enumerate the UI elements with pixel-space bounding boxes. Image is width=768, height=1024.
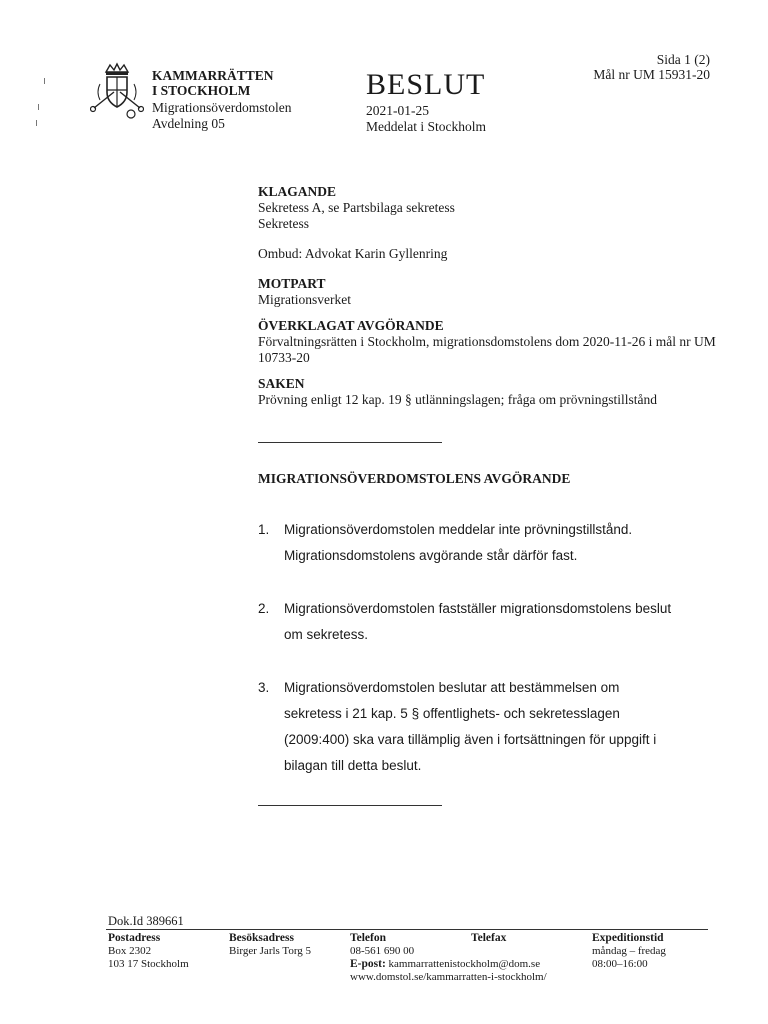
court-name-line2: I STOCKHOLM: [152, 83, 251, 98]
decision-item-number: 2.: [258, 601, 270, 616]
motpart-label: MOTPART: [258, 276, 326, 291]
besoksadress-value: Birger Jarls Torg 5: [229, 945, 312, 957]
expeditionstid-hours: 08:00–16:00: [592, 958, 648, 970]
footer-telefon: [350, 932, 547, 984]
footer-besoksadress: [229, 932, 311, 958]
postadress-line1: Box 2302: [108, 945, 152, 957]
besoksadress-label: Besöksadress: [229, 932, 294, 944]
overklagat-label: ÖVERKLAGAT AVGÖRANDE: [258, 318, 444, 333]
document-type: BESLUT: [366, 68, 486, 101]
saken-value: Prövning enligt 12 kap. 19 § utlänningslagen; fråga om prövningstillstånd: [258, 392, 657, 407]
motpart-value: Migrationsverket: [258, 292, 351, 307]
case-number: Mål nr UM 15931-20: [593, 67, 710, 82]
decision-item-text: Migrationsöverdomstolen fastställer migrationsdomstolens beslut om sekretess.: [284, 601, 672, 642]
overklagat-value: Förvaltningsrätten i Stockholm, migrationsdomstolens dom 2020-11-26 i mål nr UM 10733-20: [258, 334, 716, 365]
court-seal-icon: [90, 62, 144, 120]
epost-value: kammarrattenistockholm@dom.se: [388, 958, 541, 970]
ombud: Ombud: Advokat Karin Gyllenring: [258, 246, 448, 261]
decision-item-number: 3.: [258, 680, 270, 695]
telefon-value: 08-561 690 00: [350, 945, 415, 957]
document-place: Meddelat i Stockholm: [366, 119, 486, 134]
klagande-line1: Sekretess A, se Partsbilaga sekretess: [258, 200, 455, 215]
page-number: Sida 1 (2): [656, 52, 710, 67]
telefon-label: Telefon: [350, 932, 386, 944]
decision-list: [258, 517, 678, 806]
postadress-line2: 103 17 Stockholm: [108, 958, 189, 970]
footer-expeditionstid: [592, 932, 666, 971]
decision-item-text: Migrationsöverdomstolen beslutar att bestämmelsen om sekretess i 21 kap. 5 § offentlighets- och sekretesslagen (2009:400) ska vara tillämplig även i fortsättningen för uppgift i bilagan till detta beslut.: [284, 680, 657, 773]
decision-item-text: Migrationsöverdomstolen meddelar inte prövningstillstånd. Migrationsdomstolens avgörande står därför fast.: [284, 522, 633, 563]
postadress-label: Postadress: [108, 932, 161, 944]
klagande-line2: Sekretess: [258, 216, 309, 231]
saken-label: SAKEN: [258, 376, 305, 391]
web-address: www.domstol.se/kammarratten-i-stockholm/: [350, 971, 547, 983]
end-divider: [258, 805, 442, 806]
court-subtitle-block: [152, 100, 291, 132]
decision-item: [258, 596, 678, 648]
section-divider: [258, 442, 442, 443]
epost-label: E-post:: [350, 958, 386, 970]
division: Avdelning 05: [152, 116, 225, 131]
klagande-label: KLAGANDE: [258, 184, 337, 199]
parties-section: [258, 184, 728, 408]
expeditionstid-label: Expeditionstid: [592, 932, 664, 944]
court-name-line1: KAMMARRÄTTEN: [152, 68, 274, 83]
expeditionstid-days: måndag – fredag: [592, 945, 666, 957]
court-name: [152, 68, 274, 98]
scan-speck: [38, 104, 39, 110]
court-subtitle: Migrationsöverdomstolen: [152, 100, 292, 115]
document-date-block: [366, 103, 486, 135]
document-date: 2021-01-25: [366, 103, 429, 118]
decision-item: [258, 517, 678, 569]
footer-postadress: [108, 932, 189, 971]
decision-item-number: 1.: [258, 522, 270, 537]
scan-speck: [44, 78, 45, 84]
decision-item: [258, 675, 678, 779]
page-reference: [593, 52, 710, 82]
document-id: Dok.Id 389661: [108, 914, 184, 928]
decision-title: MIGRATIONSÖVERDOMSTOLENS AVGÖRANDE: [258, 471, 571, 486]
telefax-label: Telefax: [471, 932, 507, 944]
scan-speck: [36, 120, 37, 126]
footer-divider: [106, 929, 708, 930]
footer-telefax: [471, 932, 506, 945]
